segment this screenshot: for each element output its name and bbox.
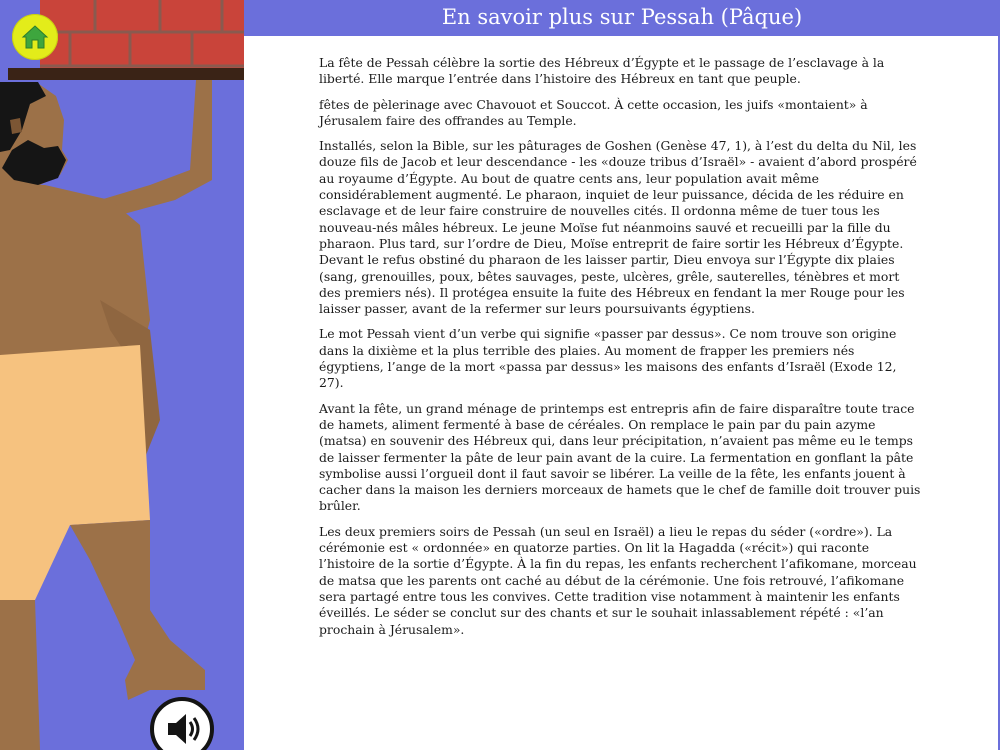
home-icon: [19, 21, 51, 53]
speaker-icon: [162, 709, 202, 749]
home-button[interactable]: [12, 14, 58, 60]
article-paragraph: Les deux premiers soirs de Pessah (un seul en Israël) a lieu le repas du séder («ordre»). La cérémonie est « ordonnée» en quatorze parties. On lit la Hagadda («récit») qui raconte l’histoire de la sortie d’Égypte. À la fin du repas, les enfants recherchent l’afikomane, morceau de matsa que les parents ont caché au début de la cérémonie. Une fois retrouvé, l’afikomane sera partagé entre tous les convives. Cette tradition vise notamment à maintenir les enfants éveillés. Le séder se conclut sur des chants et sur le souhait inlassablement répété : «l’an prochain à Jérusalem».: [319, 523, 917, 637]
raised-arm: [100, 80, 212, 215]
article-paragraph: Avant la fête, un grand ménage de printemps est entrepris afin de faire disparaître toute trace de hamets, aliment fermenté à base de céréales. On remplace le pain par du pain azyme (matsa) en souvenir des Hébreux qui, dans leur précipitation, n’avaient pas même eu le temps de laisser fermenter la pâte de leur pain avant de la cuire. La fermentation en gonflant la pâte symbolise aussi l’orgueil dont il faut savoir se libérer. La veille de la fête, les enfants jouent à cacher dans la maison les derniers morceaux de hamets que le chef de famille doit trouver puis brûler.: [319, 400, 921, 514]
wooden-plank: [8, 68, 244, 80]
hebrew-slave-carrying-bricks-illustration: [0, 0, 244, 750]
brick-stack: [40, 0, 244, 68]
article-paragraph: La fête de Pessah célèbre la sortie des Hébreux d’Égypte et le passage de l’esclavage à la liberté. Elle marque l’entrée dans l’histoire des Hébreux en tant que peuple.: [319, 55, 885, 87]
article-paragraph: Le mot Pessah vient d’un verbe qui signifie «passer par dessus». Ce nom trouve son origine dans la dixième et la plus terrible des plaies. Au moment de frapper les premiers nés égyptiens, l’ange de la mort «passa par dessus» les maisons des enfants d’Israël (Exode 12, 27).: [319, 326, 897, 391]
side-illustration-panel: [0, 0, 244, 750]
page-title: En savoir plus sur Pessah (Pâque): [441, 5, 803, 29]
title-bar: [244, 0, 1000, 36]
article-paragraph: Installés, selon la Bible, sur les pâturages de Goshen (Genèse 47, 1), à l’est du delta du Nil, les douze fils de Jacob et leur descendance - les «douze tribus d’Israël» - avaient d’abord prospéré au royaume d’Égypte. Au bout de quatre cents ans, leur population avait même considérablement augmenté. Le pharaon, inquiet de leur puissance, décida de les réduire en esclavage et de leur faire construire de nouvelles cités. Il ordonna même de tuer tous les nouveau-nés mâles hébreux. Le jeune Moïse fut néanmoins sauvé et recueilli par la fille du pharaon. Plus tard, sur l’ordre de Dieu, Moïse entreprit de faire sortir les Hébreux d’Égypte. Devant le refus obstiné du pharaon de les laisser partir, Dieu envoya sur l’Égypte dix plaies (sang, grenouilles, poux, bêtes sauvages, peste, ulcères, grêle, sauterelles, ténèbres et mort des premiers nés). Il protégea ensuite la fuite des Hébreux en fendant la mer Rouge pour les laisser passer, avant de la refermer sur leurs poursuivants égyptiens.: [319, 138, 917, 317]
legs: [0, 600, 40, 750]
article-paragraph: fêtes de pèlerinage avec Chavouot et Souccot. À cette occasion, les juifs «montaient» à Jérusalem faire des offrandes au Temple.: [319, 96, 868, 128]
article-body: [319, 55, 921, 647]
